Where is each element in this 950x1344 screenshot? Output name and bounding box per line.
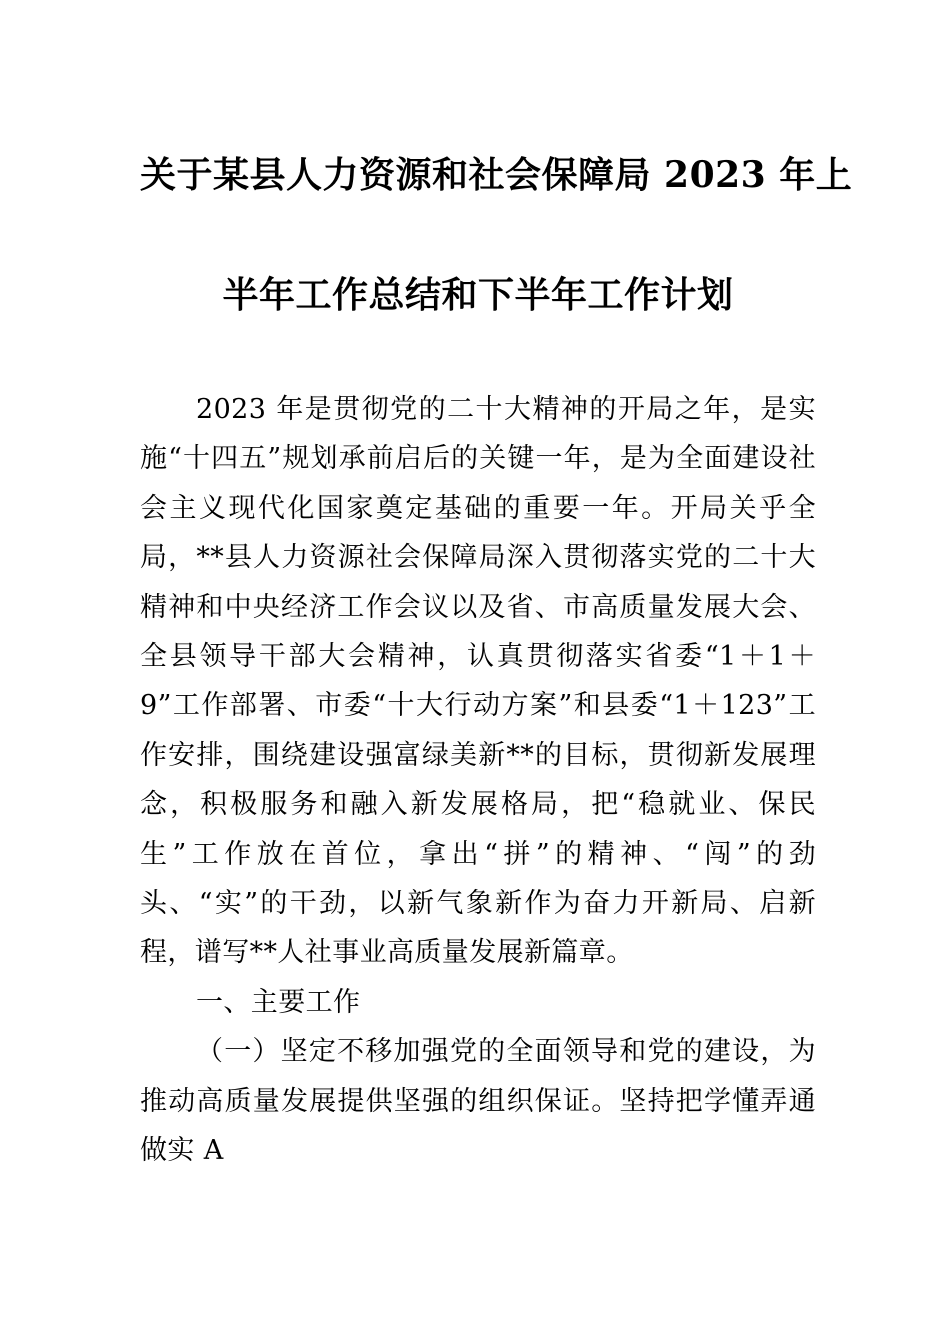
- document-title: [140, 115, 853, 355]
- document-title-line-2: 半年工作总结和下半年工作计划: [222, 274, 734, 316]
- document-title-line-1: 关于某县人力资源和社会保障局 2023 年上: [140, 154, 853, 196]
- section-heading: 一、主要工作: [196, 986, 361, 1018]
- intro-paragraph: 2023 年是贯彻党的二十大精神的开局之年，是实施“十四五”规划承前启后的关键一年，是为全面建设社会主义现代化国家奠定基础的重要一年。开局关乎全局，**县人力资源社会保障局深入贯彻落实党的二十大精神和中央经济工作会议以及省、市高质量发展大会、全县领导干部大会精神，认真贯彻落实省委“1＋1＋9”工作部署、市委“十大行动方案”和县委“1＋123”工作安排，围绕建设强富绿美新**的目标，贯彻新发展理念，积极服务和融入新发展格局，把“稳就业、保民生”工作放在首位，拿出“拼”的精神、“闯”的劲头、“实”的干劲，以新气象新作为奋力开新局、启新程，谱写**人社事业高质量发展新篇章。: [140, 394, 816, 969]
- section-paragraph: （一）坚定不移加强党的全面领导和党的建设，为推动高质量发展提供坚强的组织保证。坚持把学懂弄通做实 A: [140, 1036, 816, 1167]
- document-body: [140, 385, 816, 1176]
